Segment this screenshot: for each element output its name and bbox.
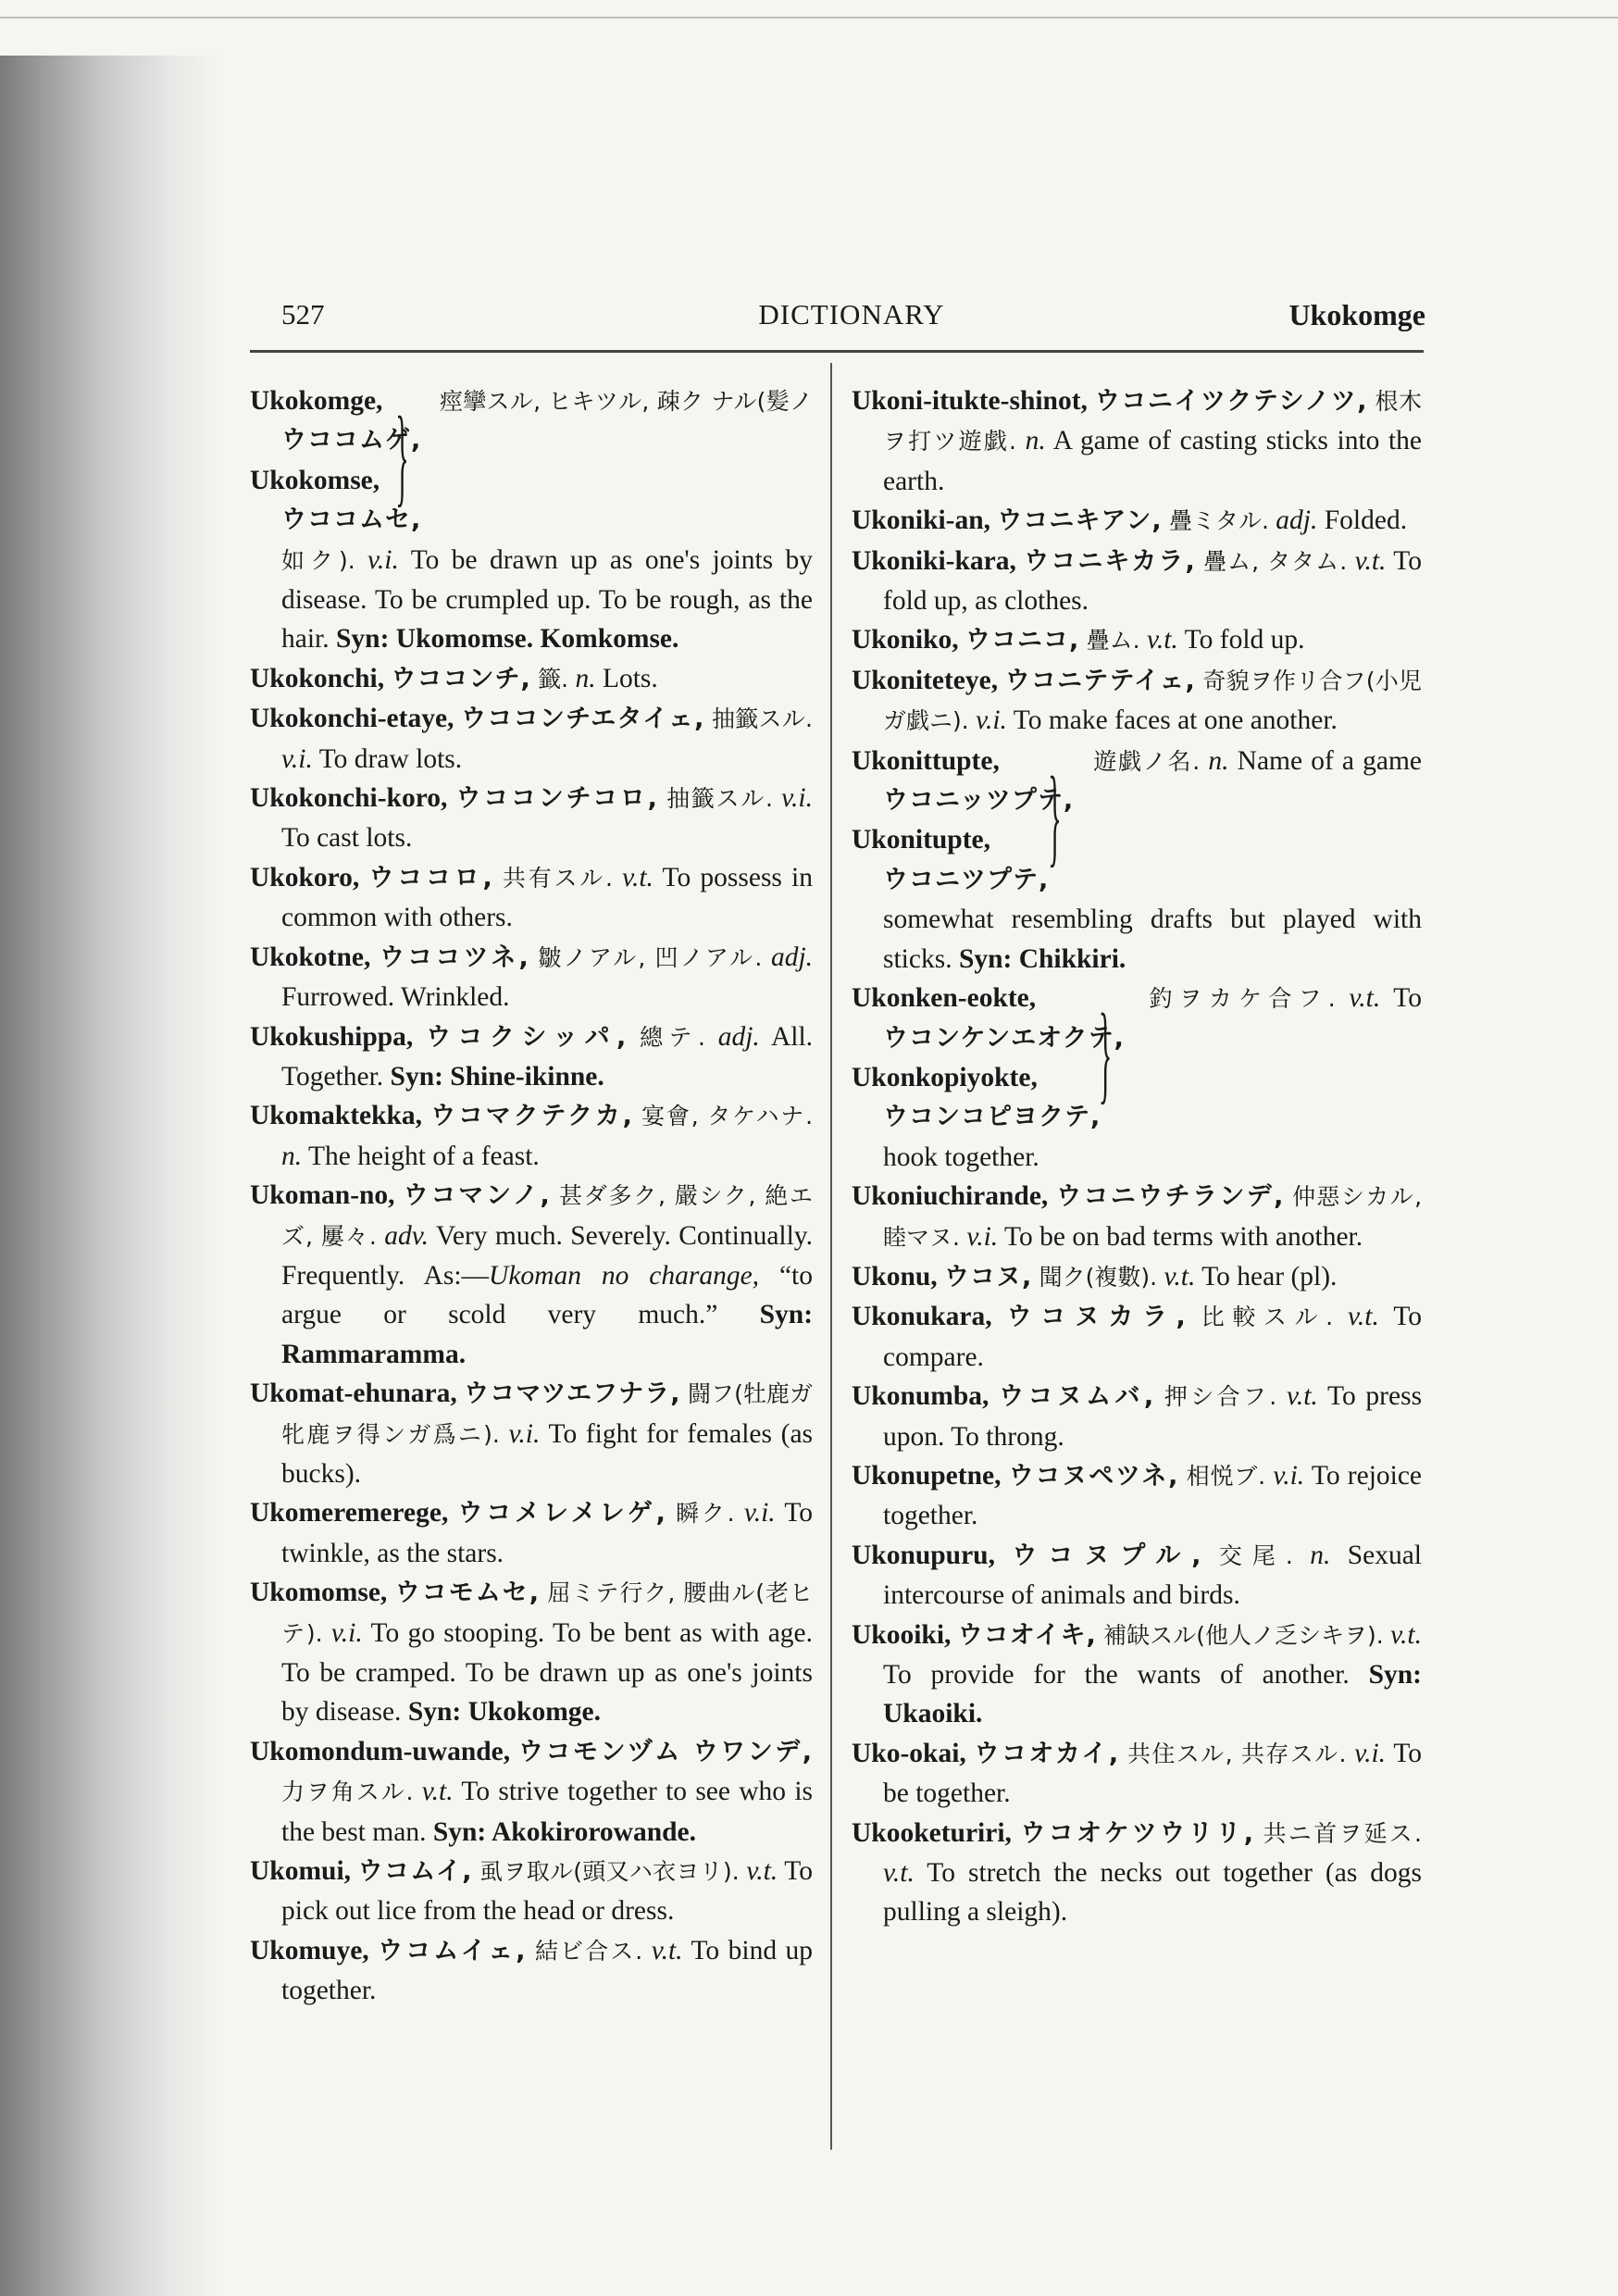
running-title: DICTIONARY — [758, 298, 945, 331]
entry-pos: n. — [1310, 1540, 1331, 1570]
right-column — [852, 381, 1422, 1932]
entry-katakana: ウコマツエフナラ, — [464, 1379, 681, 1409]
dictionary-entry — [852, 381, 1422, 501]
entry-pos: v.i. — [743, 1498, 776, 1529]
entry-headword: Ukokonchi-etaye, — [250, 704, 454, 734]
entry-katakana: ウコモンヅム ウワンデ, — [518, 1737, 814, 1766]
entry-definition: To bind up together. — [281, 1935, 814, 2006]
dictionary-entry — [852, 1297, 1422, 1377]
entry-definition: Sexual intercourse of animals and birds. — [883, 1540, 1423, 1611]
entry-headword: Ukomeremerege, — [250, 1498, 449, 1529]
entry-definition: To provide for the wants of another. — [883, 1660, 1350, 1690]
headword-group — [852, 742, 1074, 901]
entry-pos: v.t. — [1146, 625, 1178, 655]
entry-japanese: 相悦ブ. — [1186, 1462, 1266, 1490]
entry-definition: The height of a feast. — [307, 1141, 540, 1171]
entry-definition: To stretch the necks out together (as dogs pulling a sleigh). — [883, 1858, 1423, 1928]
entry-headword: Ukonitupte, — [852, 825, 990, 855]
entry-pos: adv. — [384, 1220, 429, 1251]
entry-japanese: 瞬ク. — [676, 1500, 735, 1528]
entry-definition: All. Together. — [281, 1021, 814, 1092]
entry-katakana: ウコヌペツネ, — [1008, 1461, 1179, 1491]
entry-pos: v.i. — [508, 1418, 541, 1449]
dictionary-entry — [250, 1374, 813, 1493]
entry-japanese: 仲惡シカル, 睦マヌ. — [883, 1183, 1423, 1251]
dictionary-entry — [852, 1536, 1422, 1616]
entry-katakana: ウコクシッパ, — [426, 1022, 628, 1052]
entry-definition: To hear (pl). — [1201, 1261, 1338, 1292]
entry-katakana: ウココムセ, — [281, 505, 422, 535]
entry-katakana: ウコモムセ, — [394, 1578, 540, 1608]
entry-synonym: Syn: Ukomomse. Komkomse. — [336, 624, 679, 655]
entry-japanese: 抽籤スル. — [712, 705, 814, 733]
entry-pos: adj. — [770, 942, 814, 972]
page-header — [278, 298, 1425, 339]
entry-japanese: 遊戯ノ名. — [1093, 747, 1201, 775]
entry-headword: Ukomaktekka, — [250, 1101, 423, 1131]
entry-headword: Ukooketuriri, — [852, 1817, 1012, 1848]
entry-katakana: ウココツネ, — [379, 942, 529, 972]
entry-headword: Ukokonchi-koro, — [250, 783, 448, 814]
entry-pos: n. — [1208, 745, 1229, 776]
dictionary-entry — [852, 1456, 1422, 1536]
entry-definition: To go stooping. To be bent as with age. To be cramped. To be drawn up as one's joints by disease. — [281, 1617, 814, 1728]
entry-definition: To fold up, as clothes. — [883, 545, 1423, 617]
entry-headword: Ukokotne, — [250, 942, 371, 972]
dictionary-entry — [250, 659, 813, 699]
entry-definition: A game of casting sticks into the earth. — [883, 426, 1423, 496]
entry-japanese: 奇貌ヲ作リ合フ(小児ガ戯ニ). — [883, 667, 1422, 735]
entry-headword: Ukokomge, — [250, 386, 383, 416]
entry-japanese: 力ヲ角スル. — [281, 1778, 414, 1806]
entry-headword: Ukokomse, — [250, 465, 380, 495]
entry-definition: To compare. — [883, 1302, 1423, 1372]
dictionary-entry — [852, 542, 1422, 621]
dictionary-entry — [250, 779, 813, 858]
entry-japanese: 總テ. — [640, 1023, 705, 1051]
dictionary-entry — [852, 620, 1422, 660]
dictionary-entry — [250, 1732, 813, 1852]
entry-japanese: 痙攣スル, ヒキツル, 疎ク ナル(髪ノ如ク). — [281, 388, 814, 574]
dictionary-entry — [852, 1616, 1422, 1734]
dictionary-entry — [250, 1176, 813, 1374]
entry-headword: Ukokushippa, — [250, 1021, 414, 1052]
entry-pos: v.t. — [1349, 983, 1381, 1014]
entry-headword: Ukokonchi, — [250, 663, 385, 693]
column-divider — [830, 363, 832, 2150]
entry-pos: v.t. — [622, 862, 653, 892]
entry-katakana: ウコムイェ, — [378, 1936, 527, 1965]
entry-japanese: 宴會, タケハナ. — [641, 1103, 814, 1130]
dictionary-entry — [250, 1931, 813, 2011]
dictionary-entry — [250, 1493, 813, 1573]
entry-katakana: ウコオケツウリリ, — [1020, 1818, 1254, 1848]
entry-definition: To make faces at one another. — [1013, 705, 1338, 736]
entry-katakana: ウコニツプテ, — [883, 865, 1050, 894]
entry-japanese: 皺ノアル, 凹ノアル. — [538, 943, 763, 971]
entry-katakana: ウココロ, — [368, 863, 493, 892]
dictionary-entry — [852, 1734, 1422, 1814]
entry-japanese: 疊ミタル. — [1168, 507, 1269, 535]
entry-katakana: ウコニイツクテシノツ, — [1094, 387, 1368, 416]
entry-synonym: Syn: Ukokomge. — [407, 1697, 601, 1728]
entry-japanese: 屈ミテ行ク, 腰曲ル(老ヒテ). — [281, 1579, 814, 1647]
entry-definition: To draw lots. — [318, 743, 463, 774]
entry-headword: Ukokoro, — [250, 862, 360, 892]
entry-japanese: 補缺スル(他人ノ乏シキヲ). — [1103, 1621, 1384, 1649]
dictionary-entry — [250, 1017, 813, 1097]
entry-definition: To be drawn up as one's joints by disease. To be crumpled up. To be rough, as the hair. — [281, 544, 814, 655]
entry-example: Ukoman no charange, — [489, 1260, 760, 1291]
entry-japanese: 比較スル. — [1201, 1304, 1334, 1331]
entry-katakana: ウコニキアン, — [997, 506, 1163, 536]
dictionary-entry — [250, 858, 813, 938]
entry-pos: v.t. — [1286, 1381, 1318, 1412]
entry-definition: To strive together to see who is the best man. — [281, 1777, 814, 1847]
entry-japanese: 闘フ(牡鹿ガ牝鹿ヲ得ンガ爲ニ). — [281, 1380, 813, 1448]
entry-katakana: ウコニッツプテ, — [883, 786, 1075, 816]
entry-katakana: ウコオカイ, — [974, 1739, 1120, 1768]
guide-word: Ukokomge — [1288, 298, 1425, 331]
entry-japanese: 釣ヲカケ合フ. — [1149, 985, 1336, 1013]
entry-definition: Very much. Severely. Continually. Frequently. As:— — [281, 1220, 814, 1291]
entry-katakana: ウコオイキ, — [957, 1620, 1097, 1650]
entry-japanese: 押シ合フ. — [1164, 1383, 1277, 1411]
entry-definition: To be on bad terms with another. — [1004, 1221, 1363, 1252]
entry-japanese: 共有スル. — [502, 864, 613, 892]
dictionary-entry — [250, 1096, 813, 1176]
entry-definition: Furrowed. Wrinkled. — [281, 982, 510, 1013]
entry-definition: To rejoice together. — [883, 1460, 1423, 1531]
entry-definition: To fold up. — [1184, 625, 1305, 655]
entry-pos: v.i. — [367, 544, 399, 575]
entry-japanese: 抽籤スル. — [666, 785, 774, 813]
header-rule — [250, 350, 1424, 353]
entry-pos: v.t. — [1390, 1619, 1422, 1650]
entry-definition: Name of a game somewhat resembling drafts but played with sticks. — [883, 745, 1422, 974]
dictionary-entry — [250, 938, 813, 1017]
dictionary-entry — [250, 1573, 813, 1732]
entry-headword: Ukoniko, — [852, 625, 959, 655]
entry-pos: v.i. — [281, 743, 313, 774]
entry-katakana: ウコヌムバ, — [999, 1382, 1155, 1412]
entry-pos: v.t. — [1164, 1261, 1196, 1292]
entry-japanese: 交尾. — [1218, 1541, 1293, 1569]
entry-pos: v.i. — [1273, 1460, 1305, 1491]
entry-headword: Ukonumba, — [852, 1381, 989, 1412]
entry-katakana: ウコムイ, — [357, 1857, 473, 1887]
entry-japanese: 聞ク(複數). — [1039, 1263, 1158, 1291]
entry-headword: Ukonu, — [852, 1261, 938, 1292]
entry-headword: Ukoni-itukte-shinot, — [852, 386, 1088, 416]
entry-pos: v.i. — [1354, 1738, 1387, 1768]
entry-headword: Ukonupetne, — [852, 1460, 1002, 1491]
entry-pos: v.t. — [1348, 1302, 1379, 1332]
entry-pos: v.t. — [746, 1856, 778, 1887]
dictionary-entry — [852, 1177, 1422, 1257]
entry-pos: v.t. — [883, 1858, 915, 1889]
entry-synonym: Syn: Chikkiri. — [958, 943, 1126, 974]
entry-katakana: ウコニコ, — [965, 626, 1080, 655]
entry-pos: n. — [1025, 426, 1046, 456]
entry-japanese: 共住スル, 共存スル. — [1126, 1740, 1347, 1767]
entry-pos: v.i. — [966, 1221, 999, 1252]
dictionary-entry: Ukokomge, ウココムゲ, Ukokomse, ウココムセ, } 痙攣スル, ヒキツル, 疎ク ナル(髪ノ如ク). v.i. To be drawn up as one's joints by disease. To be crumpled up. To be rough, as the hair. Syn: Ukomomse. Komkomse. — [250, 381, 813, 659]
dictionary-entry — [250, 699, 813, 779]
entry-headword: Ukoniki-an, — [852, 505, 991, 536]
entry-japanese: 疊ム. — [1086, 627, 1140, 655]
entry-japanese: 結ビ合ス. — [534, 1937, 643, 1965]
entry-japanese: 共ニ首ヲ延ス. — [1263, 1819, 1423, 1847]
entry-pos: adj. — [717, 1021, 760, 1052]
entry-katakana: ウココムゲ, — [281, 426, 422, 455]
entry-headword: Ukomuye, — [250, 1935, 369, 1965]
entry-pos: v.t. — [421, 1777, 454, 1807]
entry-katakana: ウコヌカラ, — [1006, 1303, 1187, 1332]
entry-katakana: ウコンケンエオクテ, — [883, 1023, 1125, 1053]
entry-headword: Ukomat-ehunara, — [250, 1379, 457, 1409]
dictionary-entry: Ukonittupte, ウコニッツプテ, Ukonitupte, ウコニツプテ, } 遊戯ノ名. n. Name of a game somewhat resembling drafts but played with sticks. Syn: Chikkiri. — [852, 742, 1422, 979]
entry-headword: Uko-okai, — [852, 1738, 966, 1768]
entry-katakana: ウコヌ, — [944, 1262, 1033, 1292]
entry-pos: v.i. — [781, 783, 813, 814]
entry-pos: v.t. — [1354, 545, 1387, 576]
entry-example-gloss: “to argue or scold very much.” — [281, 1260, 814, 1330]
entry-katakana: ウコニウチランデ, — [1056, 1182, 1285, 1212]
entry-definition: Folded. — [1324, 505, 1408, 536]
entry-definition: To press upon. To throng. — [883, 1381, 1423, 1452]
entry-definition: To cast lots. — [281, 823, 413, 854]
dictionary-entry — [852, 661, 1422, 742]
binding-shadow — [0, 56, 222, 2296]
entry-pos: adj. — [1276, 505, 1318, 536]
dictionary-entry — [250, 1852, 813, 1931]
entry-headword: Ukoniuchirande, — [852, 1181, 1049, 1212]
entry-definition: To possess in common with others. — [281, 862, 813, 933]
dictionary-entry: Ukonken-eokte, ウコンケンエオクテ, Ukonkopiyokte, ウコンコピヨクテ, } 釣ヲカケ合フ. v.t. To hook together. — [852, 979, 1422, 1177]
entry-katakana: ウコマンノ, — [403, 1181, 551, 1211]
entry-pos: n. — [575, 663, 596, 693]
entry-headword: Ukonken-eokte, — [852, 983, 1037, 1014]
page-number: 527 — [281, 298, 325, 331]
scan-top-line — [0, 17, 1618, 19]
dictionary-entry — [852, 1814, 1422, 1932]
dictionary-entry — [852, 1257, 1422, 1297]
entry-katakana: ウコヌプル, — [1012, 1541, 1202, 1570]
entry-headword: Ukomondum-uwande, — [250, 1736, 511, 1766]
entry-headword: Ukomomse, — [250, 1578, 388, 1608]
entry-pos: v.i. — [976, 705, 1007, 736]
entry-definition: Lots. — [602, 663, 658, 693]
entry-definition: To hook together. — [883, 983, 1423, 1172]
entry-headword: Ukoniteteye, — [852, 665, 999, 695]
entry-katakana: ウコンコピヨクテ, — [883, 1103, 1101, 1132]
entry-katakana: ウココンチ, — [391, 664, 531, 693]
entry-headword: Ukooiki, — [852, 1619, 952, 1650]
dictionary-entry — [852, 1377, 1422, 1456]
entry-pos: v.i. — [330, 1617, 363, 1648]
entry-japanese: 根木ヲ打ツ遊戯. — [883, 388, 1423, 455]
dictionary-entry — [852, 501, 1422, 541]
entry-japanese: 甚ダ多ク, 嚴シク, 絶エズ, 屢々. — [281, 1182, 814, 1250]
entry-pos: n. — [281, 1141, 303, 1171]
headword-group — [852, 979, 1125, 1138]
entry-headword: Ukoman-no, — [250, 1180, 395, 1211]
entry-headword: Ukonukara, — [852, 1302, 992, 1332]
entry-japanese: 籤. — [538, 665, 569, 693]
entry-japanese: 疊ム, タタム. — [1203, 547, 1348, 575]
entry-headword: Ukoniki-kara, — [852, 545, 1016, 576]
entry-headword: Ukonupuru, — [852, 1540, 995, 1570]
entry-definition: To pick out lice from the head or dress. — [281, 1856, 814, 1927]
entry-definition: To twinkle, as the stars. — [281, 1498, 814, 1568]
entry-synonym: Syn: Shine-ikinne. — [390, 1061, 604, 1092]
entry-synonym: Syn: Rammaramma. — [281, 1300, 814, 1369]
entry-katakana: ウココンチエタイェ, — [461, 705, 705, 734]
left-column — [250, 381, 813, 2011]
entry-definition: To be together. — [883, 1738, 1423, 1809]
entry-definition: To fight for females (as bucks). — [281, 1418, 814, 1489]
entry-katakana: ウコニテテイェ, — [1004, 666, 1196, 695]
entry-katakana: ウコメレメレゲ, — [457, 1499, 666, 1529]
entry-katakana: ウコニキカラ, — [1024, 546, 1196, 576]
entry-katakana: ウココンチコロ, — [455, 784, 658, 814]
entry-katakana: ウコマクテクカ, — [430, 1102, 633, 1131]
entry-japanese: 虱ヲ取ル(頭又ハ衣ヨリ). — [479, 1858, 740, 1886]
entry-synonym: Syn: Ukaoiki. — [883, 1660, 1422, 1729]
entry-headword: Ukonkopiyokte, — [852, 1062, 1038, 1092]
entry-headword: Ukonittupte, — [852, 745, 1000, 776]
entry-synonym: Syn: Akokirorowande. — [432, 1816, 697, 1847]
entry-pos: v.t. — [651, 1935, 683, 1965]
entry-headword: Ukomui, — [250, 1856, 352, 1887]
